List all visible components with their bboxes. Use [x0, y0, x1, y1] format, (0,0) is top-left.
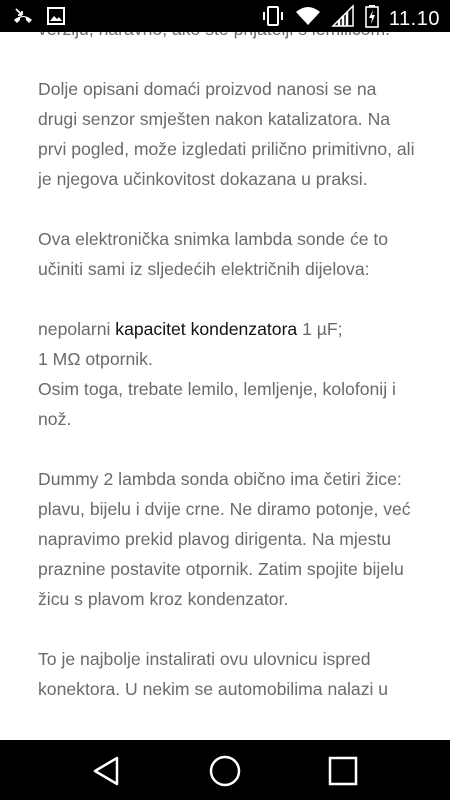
- recents-icon[interactable]: [326, 754, 360, 788]
- capacitor-link[interactable]: kapacitet kondenzatora: [115, 319, 298, 339]
- article-body: [38, 14, 420, 734]
- parts-line: 1 MΩ otpornik.: [38, 349, 153, 369]
- paragraph: Ova elektronička snimka lambda sonde će to učiniti sami iz sljedećih električnih dijelova:: [38, 229, 389, 279]
- navigation-bar: [0, 740, 450, 800]
- article-viewport[interactable]: [0, 32, 450, 740]
- battery-charging-icon: [365, 4, 379, 33]
- missed-call-icon: [12, 6, 34, 31]
- paragraph: Dummy 2 lambda sonda obično ima četiri žice: plavu, bijelu i dvije crne. Ne diramo potonje, već napravimo prekid plavog dirigenta. Na mjestu praznine postavite otpornik. Zatim spojite bijelu žicu s plavom kroz kondenzator.: [38, 469, 411, 609]
- parts-line: Osim toga, trebate lemilo, lemljenje, kolofonij i nož.: [38, 379, 396, 429]
- vibrate-icon: [261, 4, 285, 33]
- status-bar: [0, 0, 450, 32]
- parts-list: [38, 314, 420, 434]
- parts-suffix: 1 µF;: [302, 319, 343, 339]
- paragraph: Dolje opisani domaći proizvod nanosi se na drugi senzor smješten nakon katalizatora. Na prvi pogled, može izgledati prilično primitivno, ali je njegova učinkovitost dokazana u praksi.: [38, 79, 415, 189]
- paragraph: To je najbolje instalirati ovu ulovnicu ispred konektora. U nekim se automobilima nalazi u: [38, 649, 389, 699]
- signal-icon: [331, 5, 355, 32]
- wifi-icon: [295, 5, 321, 32]
- clock: 11.10: [388, 7, 440, 30]
- back-icon[interactable]: [90, 754, 124, 788]
- home-icon[interactable]: [208, 754, 242, 788]
- parts-prefix: nepolarni: [38, 319, 111, 339]
- image-icon: [46, 6, 66, 31]
